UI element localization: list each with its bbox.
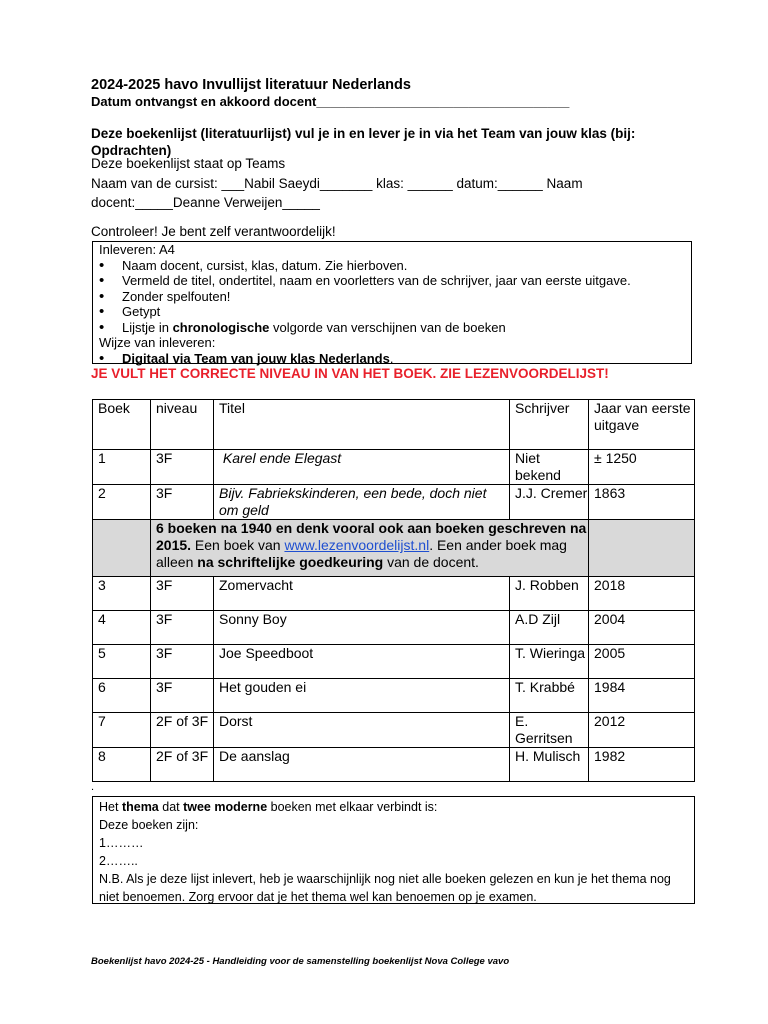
- datum-ontvangst: Datum ontvangst en akkoord docent___________________________________: [91, 94, 570, 109]
- lezenvoordelijst-link[interactable]: www.lezenvoordelijst.nl: [284, 537, 430, 553]
- thema-line-2: 2……..: [99, 854, 138, 868]
- header-jaar: Jaar van eerste uitgave: [589, 400, 695, 450]
- rule-item: • Naam docent, cursist, klas, datum. Zie hierboven.: [99, 258, 691, 274]
- table-row: 5 3F Joe Speedboot T. Wieringa 2005: [93, 645, 695, 679]
- page-footer: Boekenlijst havo 2024-25 - Handleiding voor de samenstelling boekenlijst Nova College vavo: [91, 956, 510, 967]
- controleer-text: Controleer! Je bent zelf verantwoordelijk!: [91, 224, 336, 239]
- header-boek: Boek: [93, 400, 151, 450]
- table-row: 8 2F of 3F De aanslag H. Mulisch 1982: [93, 748, 695, 782]
- rule-item: • Zonder spelfouten!: [99, 289, 691, 305]
- thema-question: Het thema dat twee moderne boeken met elkaar verbindt is:: [99, 800, 438, 814]
- thema-box: [92, 796, 695, 904]
- table-row: 6 3F Het gouden ei T. Krabbé 1984: [93, 679, 695, 713]
- header-schrijver: Schrijver: [510, 400, 589, 450]
- header-titel: Titel: [214, 400, 510, 450]
- table-row: 2 3F Bijv. Fabriekskinderen, een bede, doch niet om geld J.J. Cremer 1863: [93, 485, 695, 520]
- rules-list: [99, 258, 691, 336]
- warning-text: JE VULT HET CORRECTE NIVEAU IN VAN HET BOEK. ZIE LEZENVOORDELIJST!: [91, 366, 609, 381]
- rule-item-chronologisch: • Lijstje in chronologische volgorde van verschijnen van de boeken: [99, 320, 691, 336]
- table-row: 3 3F Zomervacht J. Robben 2018: [93, 577, 695, 611]
- boeken-zijn: Deze boeken zijn:: [99, 818, 199, 832]
- rule-item: • Getypt: [99, 304, 691, 320]
- stray-dot: .: [91, 781, 95, 793]
- note-cell: 6 boeken na 1940 en denk vooral ook aan boeken geschreven na 2015. Een boek van www.lezenvoordelijst.nl. Een ander boek mag alleen na schriftelijke goedkeuring van de docent.: [151, 520, 589, 577]
- thema-line-1: 1………: [99, 836, 144, 850]
- inleveren-label: Inleveren: A4: [99, 242, 175, 257]
- rule-item: • Vermeld de titel, ondertitel, naam en voorletters van de schrijver, jaar van eerste uitgave.: [99, 273, 691, 289]
- document-title: 2024-2025 havo Invullijst literatuur Nederlands: [91, 77, 411, 93]
- naam-line: Naam van de cursist: ___Nabil Saeydi_______ klas: ______ datum:______ Naam docent:_____Deanne Verweijen_____: [91, 176, 583, 210]
- nb-note: N.B. Als je deze lijst inlevert, heb je waarschijnlijk nog niet alle boeken gelezen en kun je het thema nog niet benoemen. Zorg ervoor dat je het thema wel kan benoemen op je examen.: [99, 872, 671, 904]
- table-row: 4 3F Sonny Boy A.D Zijl 2004: [93, 611, 695, 645]
- header-niveau: niveau: [151, 400, 214, 450]
- inleveren-box: [92, 241, 692, 364]
- table-row: 1 3F Karel ende Elegast Niet bekend ± 1250: [93, 450, 695, 485]
- table-header-row: [93, 400, 695, 450]
- books-table: [92, 399, 695, 782]
- instruction-text: Deze boekenlijst (literatuurlijst) vul je in en lever je in via het Team van jouw klas (bij: Opdrachten): [91, 126, 636, 158]
- table-row: 7 2F of 3F Dorst E. Gerritsen 2012: [93, 713, 695, 748]
- teams-text: Deze boekenlijst staat op Teams: [91, 156, 286, 171]
- note-row: [93, 520, 695, 577]
- rule-item-digitaal: • Digitaal via Team van jouw klas Nederlands.: [99, 351, 691, 367]
- wijze-label: Wijze van inleveren:: [99, 335, 216, 350]
